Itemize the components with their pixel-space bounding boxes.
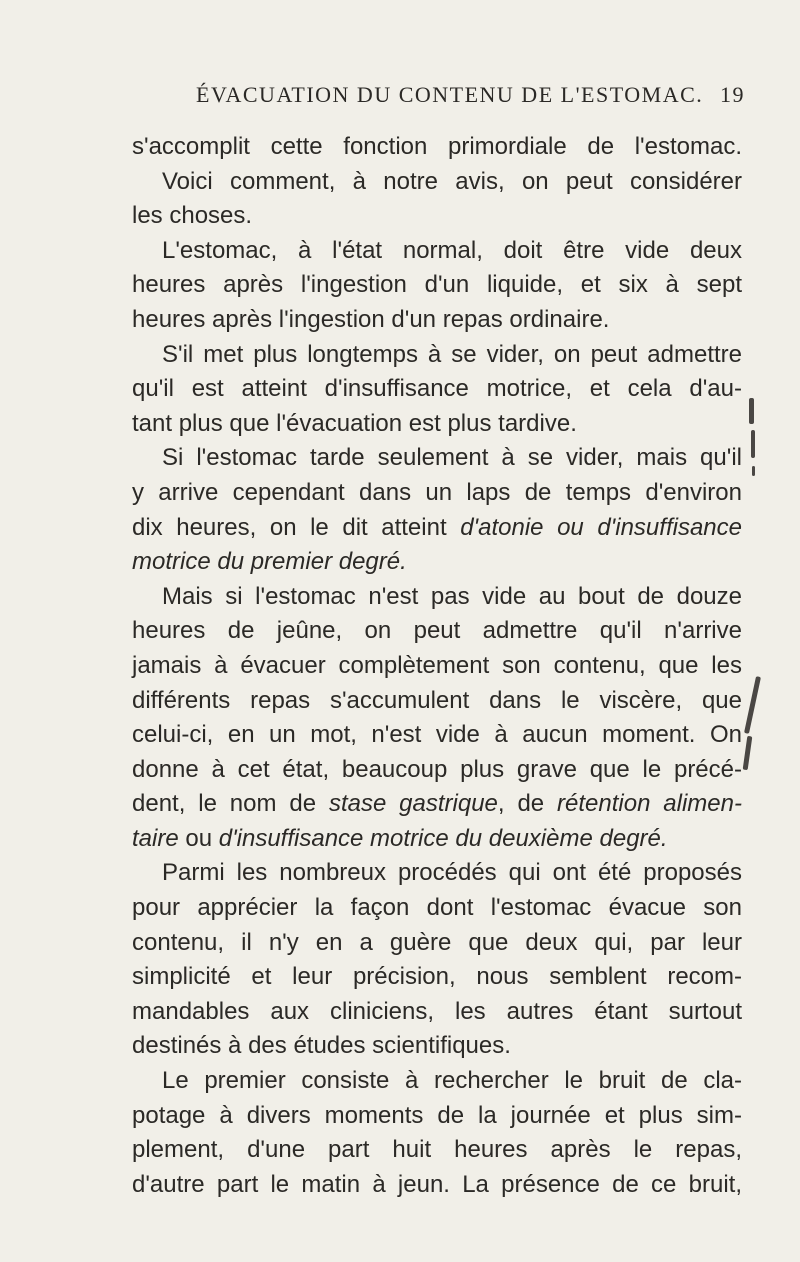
text-line: dix heures, on le dit atteint d'atonie ou d'insuffisance xyxy=(132,513,742,541)
margin-ink-mark xyxy=(752,466,755,476)
margin-ink-mark xyxy=(743,736,753,770)
running-header xyxy=(0,82,800,112)
text-line: Si l'estomac tarde seulement à se vider, mais qu'il xyxy=(162,444,742,472)
text-line: motrice du premier degré. xyxy=(132,548,407,576)
text-line: d'autre part le matin à jeun. La présence de ce bruit, xyxy=(132,1170,742,1198)
text-line: Parmi les nombreux procédés qui ont été proposés xyxy=(162,859,742,887)
running-title: ÉVACUATION DU CONTENU DE L'ESTOMAC. xyxy=(196,82,704,107)
text-line: dent, le nom de stase gastrique, de rétention alimen- xyxy=(132,790,742,818)
text-line: Mais si l'estomac n'est pas vide au bout de douze xyxy=(162,582,742,610)
text-line: L'estomac, à l'état normal, doit être vide deux xyxy=(162,236,742,264)
text-line: Le premier consiste à rechercher le bruit de cla- xyxy=(162,1067,742,1095)
text-line: qu'il est atteint d'insuffisance motrice, et cela d'au- xyxy=(132,375,742,403)
text-line: différents repas s'accumulent dans le viscère, que xyxy=(132,686,742,714)
text-line: mandables aux cliniciens, les autres étant surtout xyxy=(132,997,742,1025)
text-line: heures après l'ingestion d'un repas ordinaire. xyxy=(132,305,610,333)
margin-ink-mark xyxy=(751,430,755,458)
text-line: tant plus que l'évacuation est plus tardive. xyxy=(132,409,577,437)
margin-ink-mark xyxy=(749,398,754,424)
page-number: 19 xyxy=(720,82,745,107)
text-line: donne à cet état, beaucoup plus grave que le précé- xyxy=(132,755,742,783)
text-line: heures de jeûne, on peut admettre qu'il n'arrive xyxy=(132,617,742,645)
margin-ink-mark xyxy=(744,676,761,734)
text-line: heures après l'ingestion d'un liquide, et six à sept xyxy=(132,271,742,299)
text-line: celui-ci, en un mot, n'est vide à aucun moment. On xyxy=(132,721,742,749)
text-line: plement, d'une part huit heures après le repas, xyxy=(132,1136,742,1164)
text-line: destinés à des études scientifiques. xyxy=(132,1032,511,1060)
text-line: S'il met plus longtemps à se vider, on peut admettre xyxy=(162,340,742,368)
text-line: y arrive cependant dans un laps de temps d'environ xyxy=(132,478,742,506)
text-line: les choses. xyxy=(132,202,253,230)
text-line: pour apprécier la façon dont l'estomac évacue son xyxy=(132,894,742,922)
text-line: jamais à évacuer complètement son contenu, que les xyxy=(132,651,742,679)
body-text xyxy=(132,130,742,1202)
text-line: s'accomplit cette fonction primordiale de l'estomac. xyxy=(132,133,742,160)
text-line: taire ou d'insuffisance motrice du deuxième degré. xyxy=(132,824,668,852)
text-line: potage à divers moments de la journée et plus sim- xyxy=(132,1101,742,1129)
text-line: simplicité et leur précision, nous semblent recom- xyxy=(132,963,742,991)
text-line: contenu, il n'y en a guère que deux qui, par leur xyxy=(132,928,742,956)
text-line: Voici comment, à notre avis, on peut considérer xyxy=(162,167,742,195)
